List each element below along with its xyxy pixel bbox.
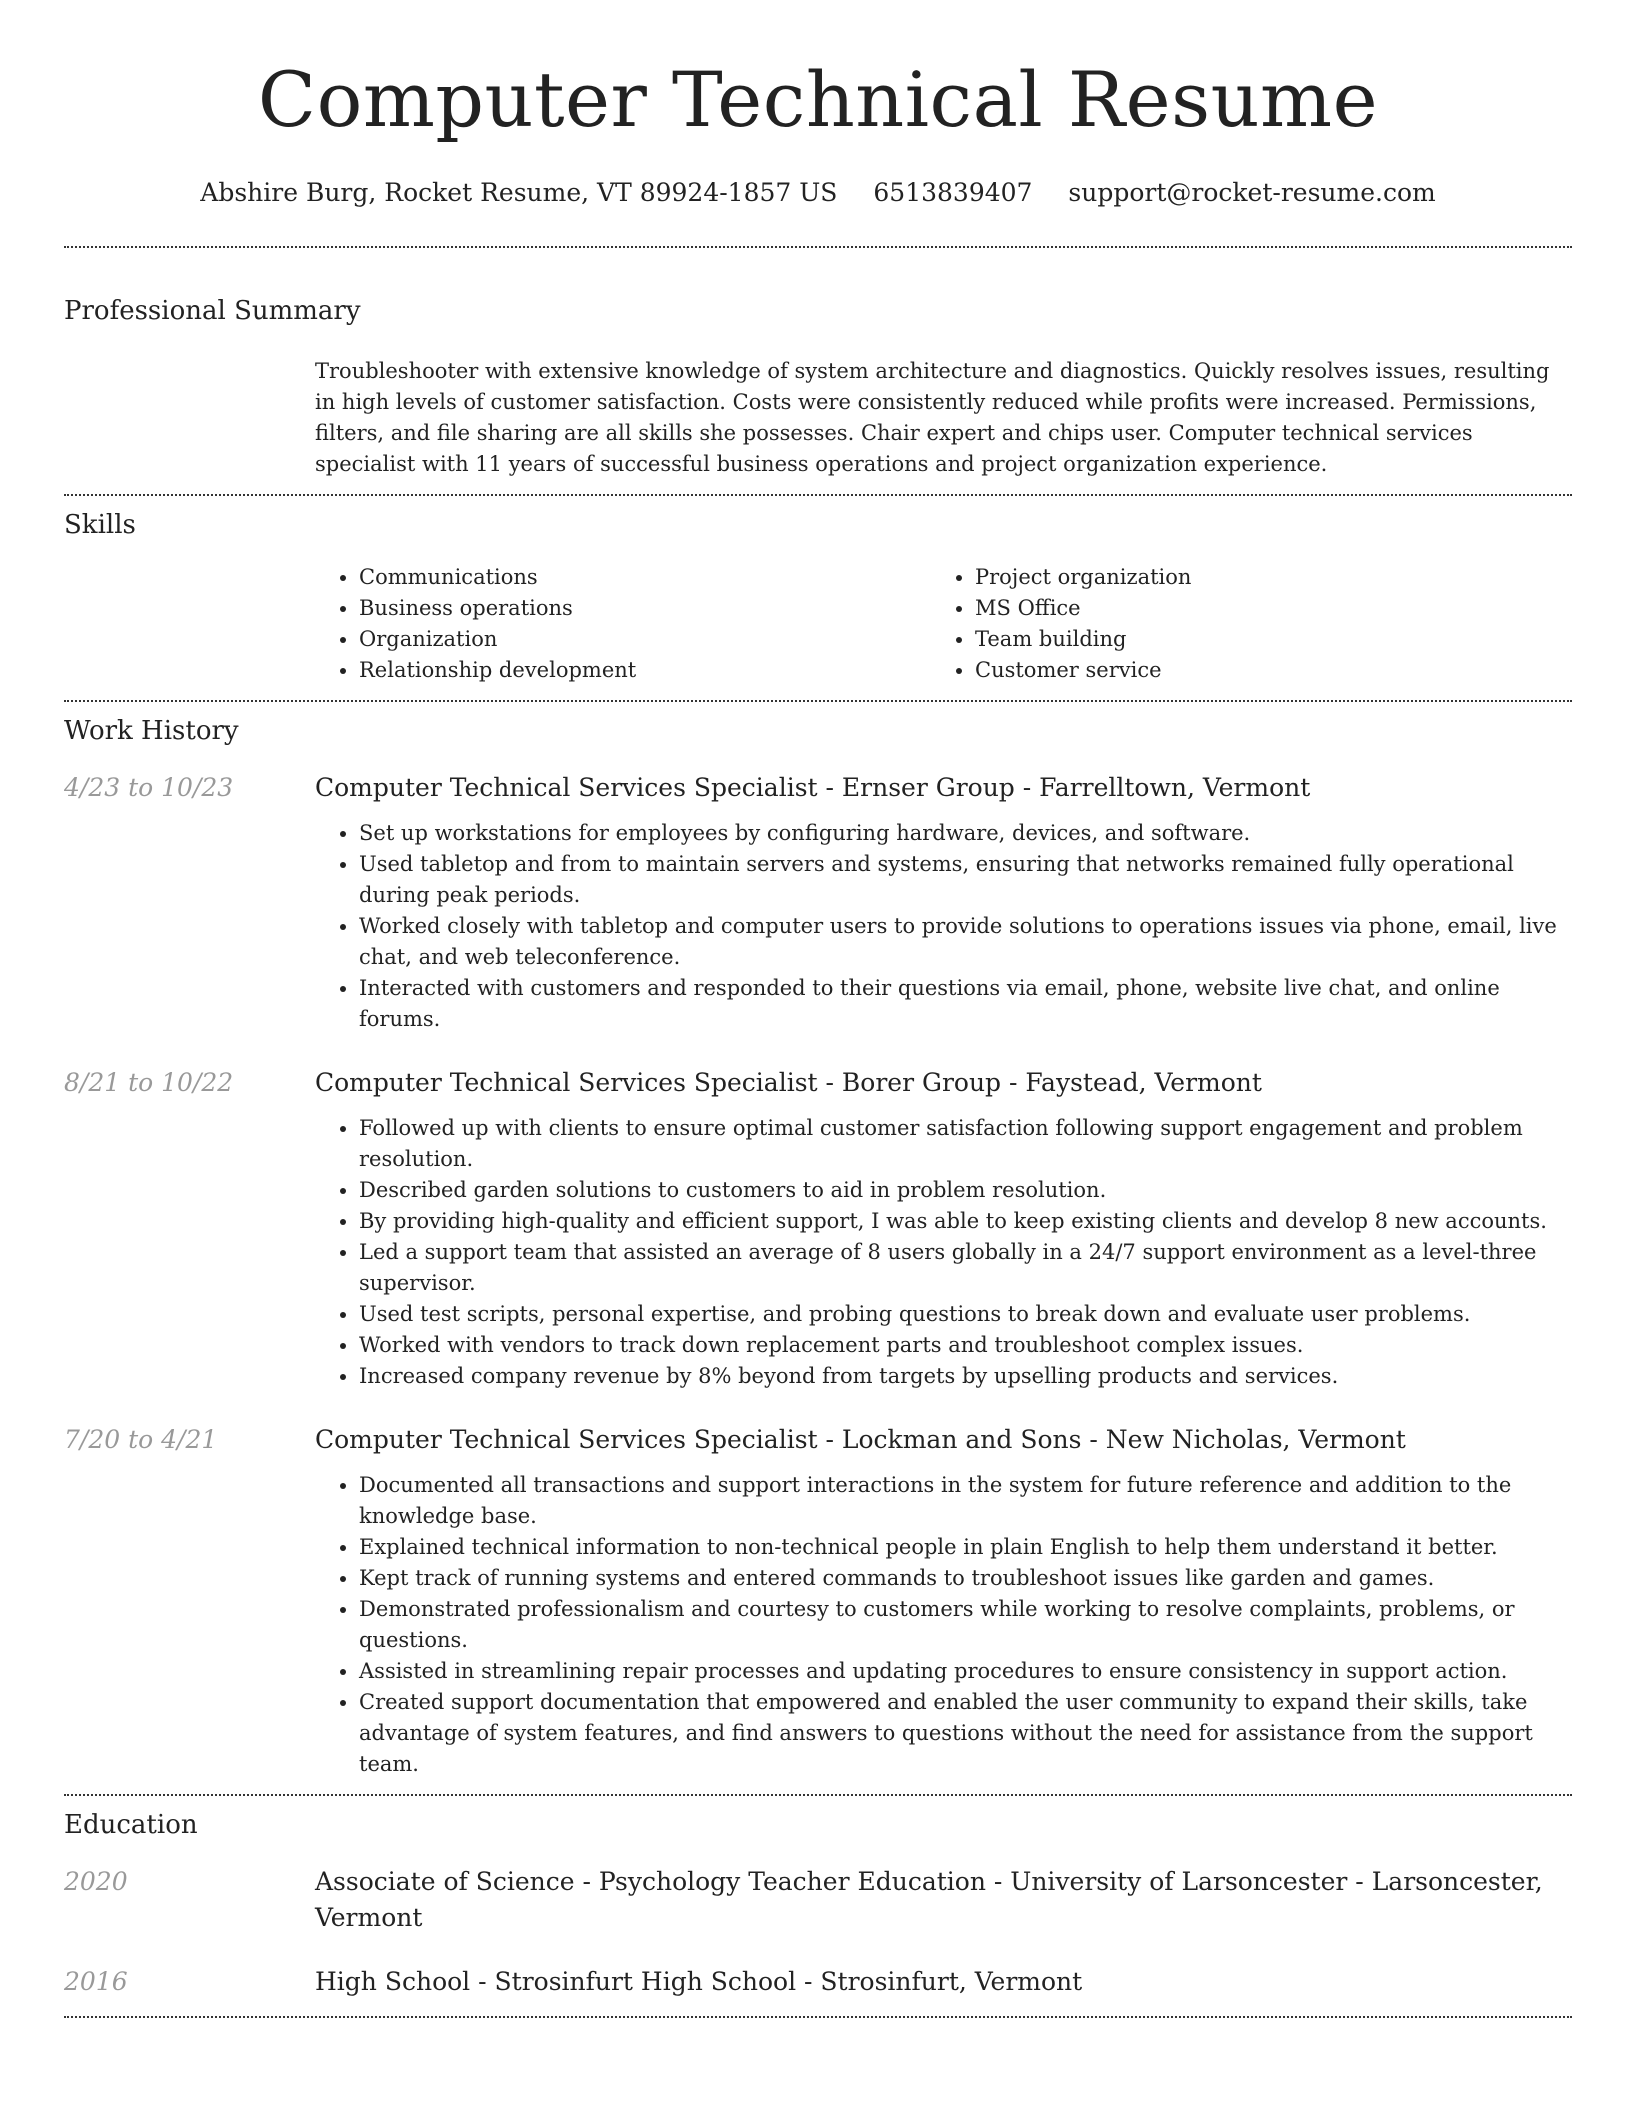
skill-item: • Team building	[975, 624, 1547, 655]
contact-address: Abshire Burg, Rocket Resume, VT 89924-1857 US	[200, 178, 838, 207]
job-bullet: • Assisted in streamlining repair processes and updating procedures to ensure consistency in support action.	[359, 1656, 1572, 1687]
job-entry	[64, 1065, 1572, 1392]
skill-item: • Customer service	[975, 655, 1547, 686]
summary-text: Troubleshooter with extensive knowledge of system architecture and diagnostics. Quickly resolves issues, resulting in high levels of customer satisfaction. Costs were consistently reduced while profits were increased. Permissions, filters, and file sharing are all skills she possesses. Chair expert and chips user. Computer technical services specialist with 11 years of successful business operations and project organization experience.	[315, 359, 1550, 476]
job-dates: 4/23 to 10/23	[64, 773, 234, 802]
skill-item: • Project organization	[975, 562, 1547, 593]
divider	[64, 2016, 1572, 2018]
skill-item: • Communications	[359, 562, 931, 593]
job-bullet: • Followed up with clients to ensure optimal customer satisfaction following support engagement and problem resolution.	[359, 1113, 1572, 1175]
work-history-heading: Work History	[64, 716, 239, 746]
skills-heading: Skills	[64, 510, 136, 540]
job-bullet: • Interacted with customers and responded to their questions via email, phone, website live chat, and online forums.	[359, 973, 1572, 1035]
job-bullet: • Worked closely with tabletop and computer users to provide solutions to operations issues via phone, email, live chat, and web teleconference.	[359, 911, 1572, 973]
job-header	[64, 1422, 1572, 1458]
contact-phone: 6513839407	[873, 178, 1033, 207]
education-year: 2020	[64, 1867, 128, 1896]
job-dates: 7/20 to 4/21	[64, 1425, 218, 1454]
job-entry	[64, 770, 1572, 1035]
job-bullet: • Worked with vendors to track down replacement parts and troubleshoot complex issues.	[359, 1330, 1572, 1361]
job-title: Computer Technical Services Specialist - Lockman and Sons - New Nicholas, Vermont	[315, 1425, 1406, 1454]
education-entry	[64, 1864, 1572, 1936]
education-detail: High School - Strosinfurt High School - Strosinfurt, Vermont	[315, 1967, 1083, 1996]
job-bullet: • Increased company revenue by 8% beyond from targets by upselling products and services.	[359, 1361, 1572, 1392]
job-entry	[64, 1422, 1572, 1780]
skill-item: • Business operations	[359, 593, 931, 624]
summary-section	[64, 248, 1572, 480]
job-bullet: • Described garden solutions to customers to aid in problem resolution.	[359, 1175, 1572, 1206]
job-header	[64, 770, 1572, 806]
skill-item: • Relationship development	[359, 655, 931, 686]
skills-list-left	[315, 562, 931, 686]
education-detail: Associate of Science - Psychology Teacher Education - University of Larsoncester - Larsoncester, Vermont	[315, 1867, 1543, 1932]
job-bullet: • Used tabletop and from to maintain servers and systems, ensuring that networks remained fully operational during peak periods.	[359, 849, 1572, 911]
job-bullet: • Used test scripts, personal expertise, and probing questions to break down and evaluate user problems.	[359, 1299, 1572, 1330]
skill-item: • Organization	[359, 624, 931, 655]
job-bullet: • Documented all transactions and support interactions in the system for future reference and addition to the knowledge base.	[359, 1470, 1572, 1532]
summary-heading: Professional Summary	[64, 296, 361, 326]
job-bullet: • Led a support team that assisted an average of 8 users globally in a 24/7 support environment as a level-three supervisor.	[359, 1237, 1572, 1299]
job-bullets	[315, 1470, 1572, 1780]
job-bullet: • Explained technical information to non-technical people in plain English to help them understand it better.	[359, 1532, 1572, 1563]
skills-grid	[315, 562, 1572, 686]
job-dates: 8/21 to 10/22	[64, 1068, 234, 1097]
skills-list-right	[931, 562, 1547, 686]
job-bullet: • Kept track of running systems and entered commands to troubleshoot issues like garden and games.	[359, 1563, 1572, 1594]
work-history-section	[64, 702, 1572, 1794]
job-bullets	[315, 818, 1572, 1035]
job-title: Computer Technical Services Specialist - Ernser Group - Farrelltown, Vermont	[315, 773, 1311, 802]
job-bullet: • Demonstrated professionalism and courtesy to customers while working to resolve complaints, problems, or questions.	[359, 1594, 1572, 1656]
contact-email: support@rocket-resume.com	[1068, 178, 1436, 207]
job-header	[64, 1065, 1572, 1101]
education-entry	[64, 1964, 1572, 2000]
education-section	[64, 1796, 1572, 2016]
job-bullet: • By providing high-quality and efficient support, I was able to keep existing clients and develop 8 new accounts.	[359, 1206, 1572, 1237]
job-bullet: • Created support documentation that empowered and enabled the user community to expand their skills, take advantage of system features, and find answers to questions without the need for assistance from the support team.	[359, 1687, 1572, 1780]
job-bullet: • Set up workstations for employees by configuring hardware, devices, and software.	[359, 818, 1572, 849]
skill-item: • MS Office	[975, 593, 1547, 624]
job-title: Computer Technical Services Specialist - Borer Group - Faystead, Vermont	[315, 1068, 1262, 1097]
contact-line	[64, 176, 1572, 210]
resume-title: Computer Technical Resume	[257, 55, 1379, 144]
education-heading: Education	[64, 1810, 198, 1840]
education-year: 2016	[64, 1967, 128, 1996]
job-bullets	[315, 1113, 1572, 1392]
skills-section	[64, 496, 1572, 686]
